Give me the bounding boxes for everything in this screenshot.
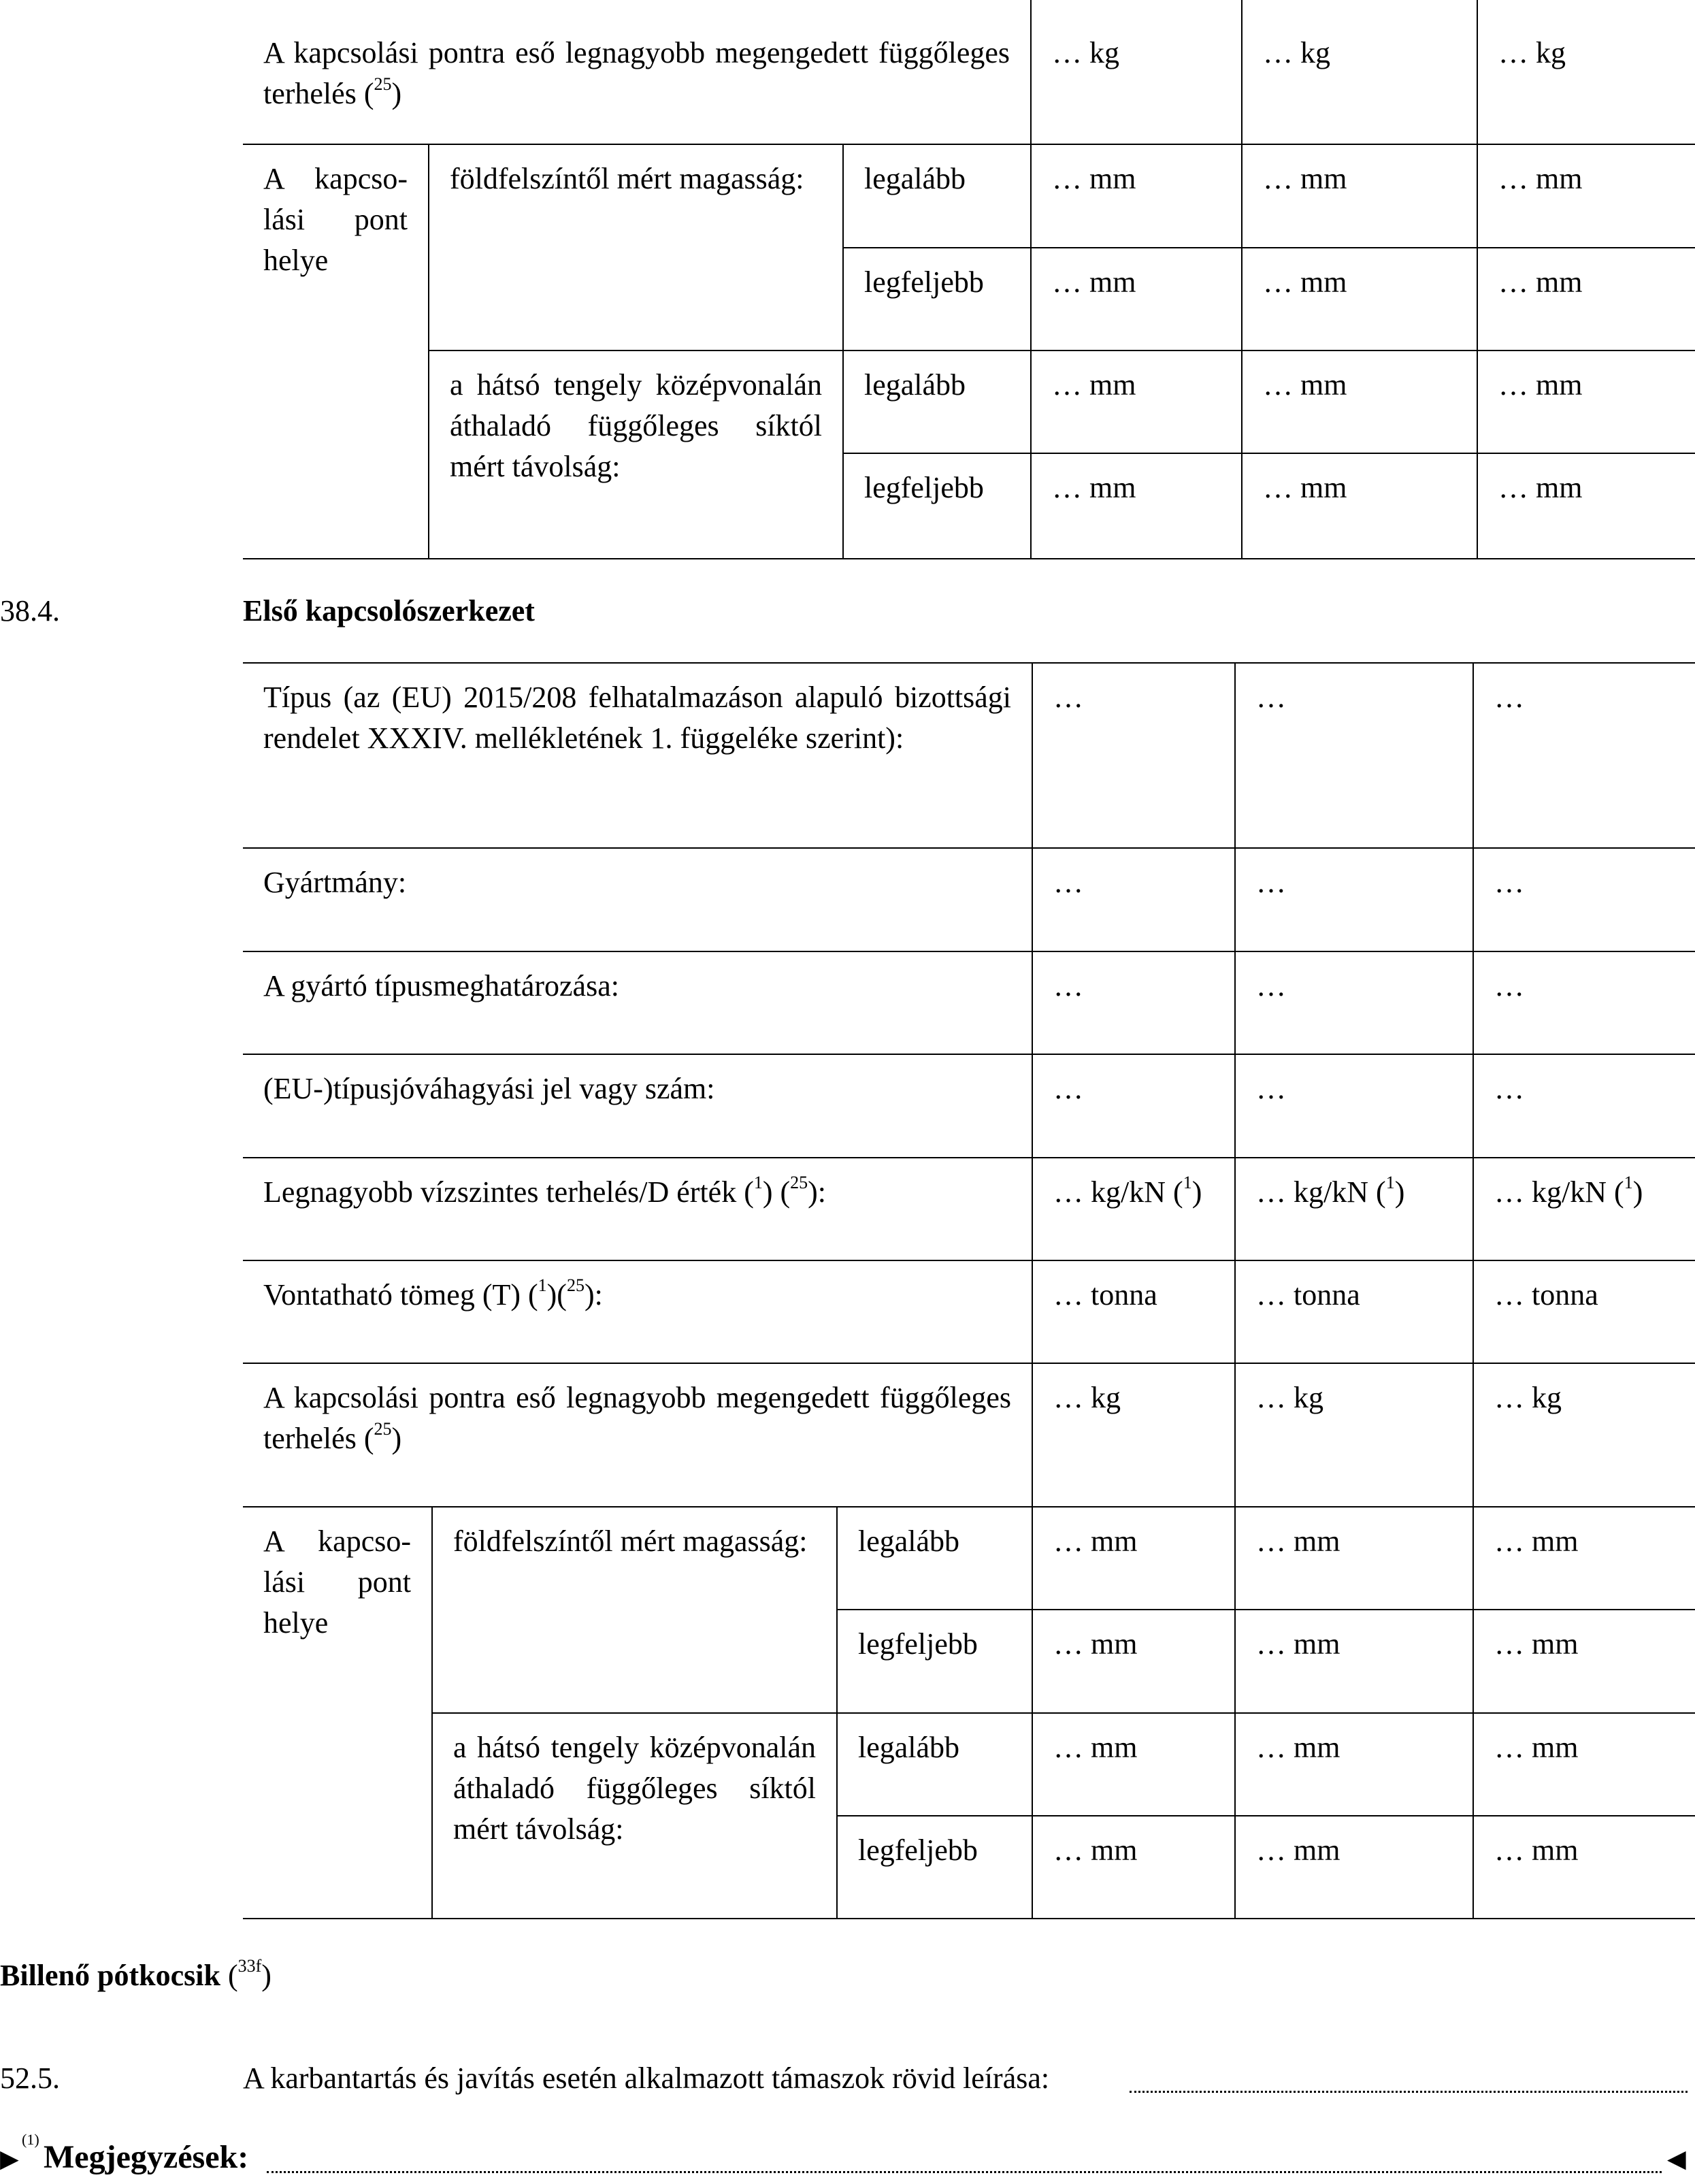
support-description-field[interactable] [1130, 2091, 1688, 2093]
start-marker-icon: ▶ [0, 2145, 19, 2172]
vertical-load-value: … kg [1235, 1363, 1473, 1507]
height-label: földfelszíntől mért magasság: [429, 144, 843, 351]
distance-max-value: … mm [1473, 1816, 1695, 1919]
min-label: legalább [843, 144, 1031, 248]
approval-label: (EU-)típusjóváhagyási jel vagy szám: [243, 1054, 1032, 1158]
type-label: Típus (az (EU) 2015/208 felhatalmazáson alapuló bizottsági rendelet XXXIV. mellékletének 1. függeléke szerint): [243, 663, 1032, 848]
section-number: 52.5. [0, 2061, 60, 2095]
horizontal-load-value: … kg/kN ($^1$) [1235, 1158, 1473, 1260]
distance-max-value: … mm [1032, 1816, 1235, 1919]
make-value: … [1473, 848, 1695, 951]
make-value: … [1032, 848, 1235, 951]
distance-max-value: … mm [1242, 453, 1477, 559]
distance-min-value: … mm [1473, 1713, 1695, 1816]
notes-field[interactable] [267, 2171, 1662, 2173]
distance-max-value: … mm [1235, 1816, 1473, 1919]
type-designation-value: … [1473, 951, 1695, 1054]
height-max-value: … mm [1473, 1610, 1695, 1713]
towable-mass-label: Vontatható tömeg (T) ($^1$)($^{25}$): [243, 1260, 1032, 1363]
distance-max-value: … mm [1031, 453, 1242, 559]
end-marker-icon: ◀ [1667, 2145, 1686, 2172]
make-label: Gyártmány: [243, 848, 1032, 951]
height-min-value: … mm [1031, 144, 1242, 248]
footnote-ref: 25 [374, 1419, 392, 1439]
height-max-value: … mm [1235, 1610, 1473, 1713]
vertical-load-value: … kg [1032, 1363, 1235, 1507]
coupling-point-location-label: A kapcsolási pont helye [243, 144, 429, 559]
approval-value: … [1473, 1054, 1695, 1158]
type-designation-label: A gyártó típusmeghatározása: [243, 951, 1032, 1054]
height-min-value: … mm [1477, 144, 1695, 248]
make-value: … [1235, 848, 1473, 951]
footnote-ref: 33f [237, 1956, 262, 1976]
towable-mass-value: … tonna [1032, 1260, 1235, 1363]
towable-mass-value: … tonna [1235, 1260, 1473, 1363]
height-max-value: … mm [1242, 248, 1477, 351]
height-min-value: … mm [1473, 1507, 1695, 1610]
max-label: legfeljebb [843, 453, 1031, 559]
approval-value: … [1235, 1054, 1473, 1158]
height-min-value: … mm [1235, 1507, 1473, 1610]
distance-min-value: … mm [1477, 351, 1695, 453]
height-min-value: … mm [1032, 1507, 1235, 1610]
section-number: 38.4. [0, 594, 60, 628]
min-label: legalább [837, 1713, 1032, 1816]
vertical-load-value: … kg [1242, 0, 1477, 144]
height-max-value: … mm [1477, 248, 1695, 351]
distance-label: a hátsó tengely középvonalán áthaladó függőleges síktól mért távolság: [432, 1713, 837, 1919]
max-label: legfeljebb [837, 1816, 1032, 1919]
support-description-label: A karbantartás és javítás esetén alkalmazott támaszok rövid leírása: [243, 2061, 1050, 2095]
distance-min-value: … mm [1235, 1713, 1473, 1816]
towable-mass-value: … tonna [1473, 1260, 1695, 1363]
horizontal-load-value: … kg/kN ($^1$) [1473, 1158, 1695, 1260]
height-max-value: … mm [1031, 248, 1242, 351]
vertical-load-label: A kapcsolási pontra eső legnagyobb megengedett függőleges terhelés ($^{25}$) [243, 1363, 1032, 1507]
height-min-value: … mm [1242, 144, 1477, 248]
type-value: … [1235, 663, 1473, 848]
coupling-table-bottom [243, 662, 1695, 1919]
height-label: földfelszíntől mért magasság: [432, 1507, 837, 1713]
type-designation-value: … [1235, 951, 1473, 1054]
type-value: … [1473, 663, 1695, 848]
type-designation-value: … [1032, 951, 1235, 1054]
horizontal-load-value: … kg/kN ($^1$) [1032, 1158, 1235, 1260]
vertical-load-label: A kapcsolási pontra eső legnagyobb megengedett függőleges terhelés ($^{25}$) [243, 0, 1031, 144]
section-title: Első kapcsolószerkezet [243, 594, 535, 628]
height-max-value: … mm [1032, 1610, 1235, 1713]
distance-max-value: … mm [1477, 453, 1695, 559]
coupling-point-location-label: A kapcsolási pont helye [243, 1507, 432, 1919]
vertical-load-value: … kg [1031, 0, 1242, 144]
notes-label: Megjegyzések: [44, 2139, 249, 2175]
max-label: legfeljebb [843, 248, 1031, 351]
distance-min-value: … mm [1032, 1713, 1235, 1816]
min-label: legalább [837, 1507, 1032, 1610]
footnote-ref: 25 [374, 74, 392, 95]
min-label: legalább [843, 351, 1031, 453]
type-value: … [1032, 663, 1235, 848]
horizontal-load-label: Legnagyobb vízszintes terhelés/D érték ($^1$) ($^{25}$): [243, 1158, 1032, 1260]
coupling-table-top [243, 0, 1695, 559]
distance-min-value: … mm [1031, 351, 1242, 453]
distance-label: a hátsó tengely középvonalán áthaladó függőleges síktól mért távolság: [429, 351, 843, 559]
footnote-marker: (1) [22, 2131, 39, 2148]
tipping-trailer-heading: Billenő pótkocsik ($^{33f}$) [0, 1956, 271, 1992]
max-label: legfeljebb [837, 1610, 1032, 1713]
vertical-load-value: … kg [1473, 1363, 1695, 1507]
vertical-load-value: … kg [1477, 0, 1695, 144]
approval-value: … [1032, 1054, 1235, 1158]
distance-min-value: … mm [1242, 351, 1477, 453]
